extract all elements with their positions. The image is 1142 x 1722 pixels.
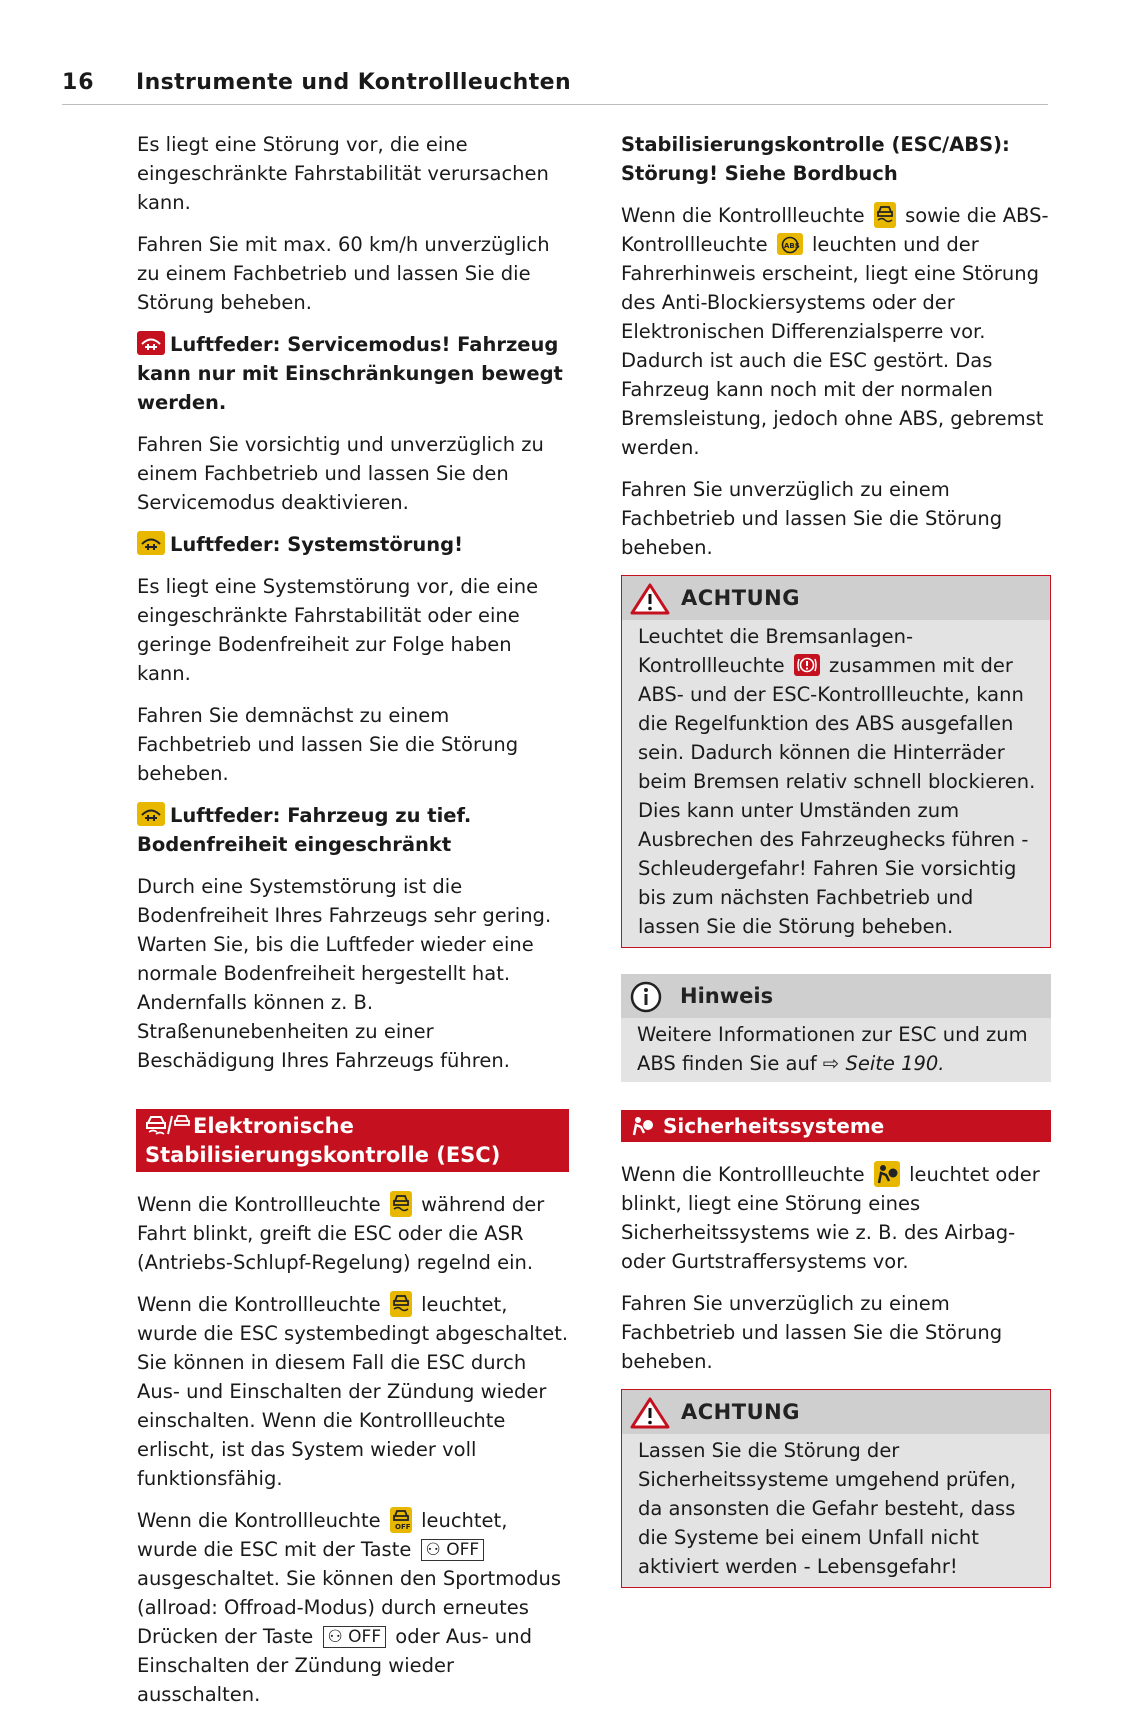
info-icon	[629, 980, 663, 1014]
paragraph: Wenn die Kontrollleuchte sowie die ABS-Kontrollleuchte ABS leuchten und der Fahrerhinweis erscheint, liegt eine Störung des Anti-Blockiersystems oder der Elektronischen Differenzialsperre vor. Dadurch ist auch die ESC gestört. Das Fahrzeug kann noch mit der normalen Bremsleistung, jedoch ohne ABS, gebremst werden.	[621, 204, 1049, 459]
right-column	[621, 130, 1051, 1614]
note-body: Weitere Informationen zur ESC und zum ABS finden Sie auf ⇨ Seite 190.	[621, 1018, 1051, 1082]
warning-body: Lassen Sie die Störung der Sicherheitssysteme umgehend prüfen, da ansonsten die Gefahr besteht, dass die Systeme bei einem Unfall nicht aktiviert werden - Lebensgefahr!	[622, 1434, 1050, 1587]
air-suspension-yellow-icon	[137, 531, 165, 555]
paragraph: Fahren Sie vorsichtig und unverzüglich zu einem Fachbetrieb und lassen Sie den Servicemodus deaktivieren.	[137, 433, 544, 514]
esc-off-key: ⚇ OFF	[323, 1626, 387, 1648]
paragraph: Fahren Sie unverzüglich zu einem Fachbetrieb und lassen Sie die Störung beheben.	[621, 478, 1003, 559]
subheading-too-low: Luftfeder: Fahrzeug zu tief. Bodenfreiheit eingeschränkt	[137, 804, 472, 856]
warning-body: Leuchtet die Bremsanlagen-Kontrollleuchte zusammen mit der ABS- und der ESC-Kontrollleuchte, kann die Regelfunktion des ABS ausgefallen sein. Dadurch können die Hinterräder beim Bremsen relativ schnell blockieren. Dies kann unter Umständen zum Ausbrechen des Fahrzeughecks führen - Schleudergefahr! Fahren Sie vorsichtig bis zum nächsten Fachbetrieb und lassen Sie die Störung beheben.	[622, 620, 1050, 947]
page-number: 16	[62, 70, 95, 95]
warning-box	[621, 575, 1051, 948]
esc-car-icon	[145, 1114, 191, 1142]
warning-triangle-icon	[630, 1397, 670, 1429]
note-box	[621, 974, 1051, 1082]
airbag-icon	[630, 1116, 654, 1136]
section-heading-esc: Elektronische Stabilisierungskontrolle (ESC)	[136, 1109, 569, 1172]
svg-text:ABS: ABS	[783, 242, 800, 250]
warning-title: ACHTUNG	[622, 576, 1050, 620]
esc-off-icon	[390, 1507, 412, 1533]
paragraph: Es liegt eine Systemstörung vor, die eine eingeschränkte Fahrstabilität oder eine geringe Bodenfreiheit zur Folge haben kann.	[137, 575, 539, 685]
esc-off-key: ⚇ OFF	[421, 1539, 485, 1561]
air-suspension-red-icon	[137, 331, 165, 355]
svg-text:OFF: OFF	[394, 1523, 411, 1531]
paragraph: Fahren Sie demnächst zu einem Fachbetrieb und lassen Sie die Störung beheben.	[137, 704, 519, 785]
subheading-service-mode: Luftfeder: Servicemodus! Fahrzeug kann nur mit Einschränkungen bewegt werden.	[137, 333, 563, 414]
page-title: Instrumente und Kontrollleuchten	[136, 70, 572, 95]
warning-box	[621, 1389, 1051, 1588]
paragraph: Fahren Sie mit max. 60 km/h unverzüglich zu einem Fachbetrieb und lassen Sie die Störung beheben.	[137, 233, 550, 314]
airbag-warning-icon	[874, 1161, 900, 1187]
esc-warning-icon	[390, 1291, 412, 1317]
esc-warning-icon	[390, 1191, 412, 1217]
paragraph: Wenn die Kontrollleuchte leuchtet, wurde die ESC systembedingt abgeschaltet. Sie können in diesem Fall die ESC durch Aus- und Einschalten der Zündung wieder einschalten. Wenn die Kontrollleuchte erlischt, ist das System wieder voll funktionsfähig.	[137, 1293, 569, 1490]
esc-warning-icon	[874, 202, 896, 228]
paragraph: Fahren Sie unverzüglich zu einem Fachbetrieb und lassen Sie die Störung beheben.	[621, 1292, 1003, 1373]
paragraph: Wenn die Kontrollleuchte leuchtet oder blinkt, liegt eine Störung eines Sicherheitssystems wie z. B. des Airbag- oder Gurtstraffersystems vor.	[621, 1163, 1040, 1273]
paragraph: Wenn die Kontrollleuchte während der Fahrt blinkt, greift die ESC oder die ASR (Antriebs-Schlupf-Regelung) regelnd ein.	[137, 1193, 545, 1274]
section-heading-safety: Sicherheitssysteme	[621, 1110, 1051, 1142]
page-reference-link[interactable]: ⇨ Seite 190.	[822, 1052, 945, 1075]
paragraph: Durch eine Systemstörung ist die Bodenfreiheit Ihres Fahrzeugs sehr gering. Warten Sie, bis die Luftfeder wieder eine normale Bodenfreiheit hergestellt hat. Andernfalls können z. B. Straßenunebenheiten zu einer Beschädigung Ihres Fahrzeugs führen.	[137, 875, 552, 1072]
warning-title: ACHTUNG	[622, 1390, 1050, 1434]
brake-warning-icon	[794, 654, 820, 676]
subheading-system-error: Luftfeder: Systemstörung!	[137, 530, 569, 559]
note-title: Hinweis	[621, 974, 1051, 1018]
paragraph: Es liegt eine Störung vor, die eine eingeschränkte Fahrstabilität verursachen kann.	[137, 133, 549, 214]
air-suspension-yellow-icon	[137, 802, 165, 826]
warning-triangle-icon	[630, 583, 670, 615]
page-header	[62, 64, 1048, 105]
left-column	[137, 130, 569, 1722]
paragraph: Wenn die Kontrollleuchte OFF leuchtet, wurde die ESC mit der Taste ⚇ OFF ausgeschaltet. Sie können den Sportmodus (allroad: Offroad-Modus) durch erneutes Drücken der Taste ⚇ OFF oder Aus- und Einschalten der Zündung wieder ausschalten.	[137, 1509, 562, 1706]
abs-warning-icon	[777, 233, 803, 255]
subheading-esc-abs: Stabilisierungskontrolle (ESC/ABS): Störung! Siehe Bordbuch	[621, 133, 1010, 185]
